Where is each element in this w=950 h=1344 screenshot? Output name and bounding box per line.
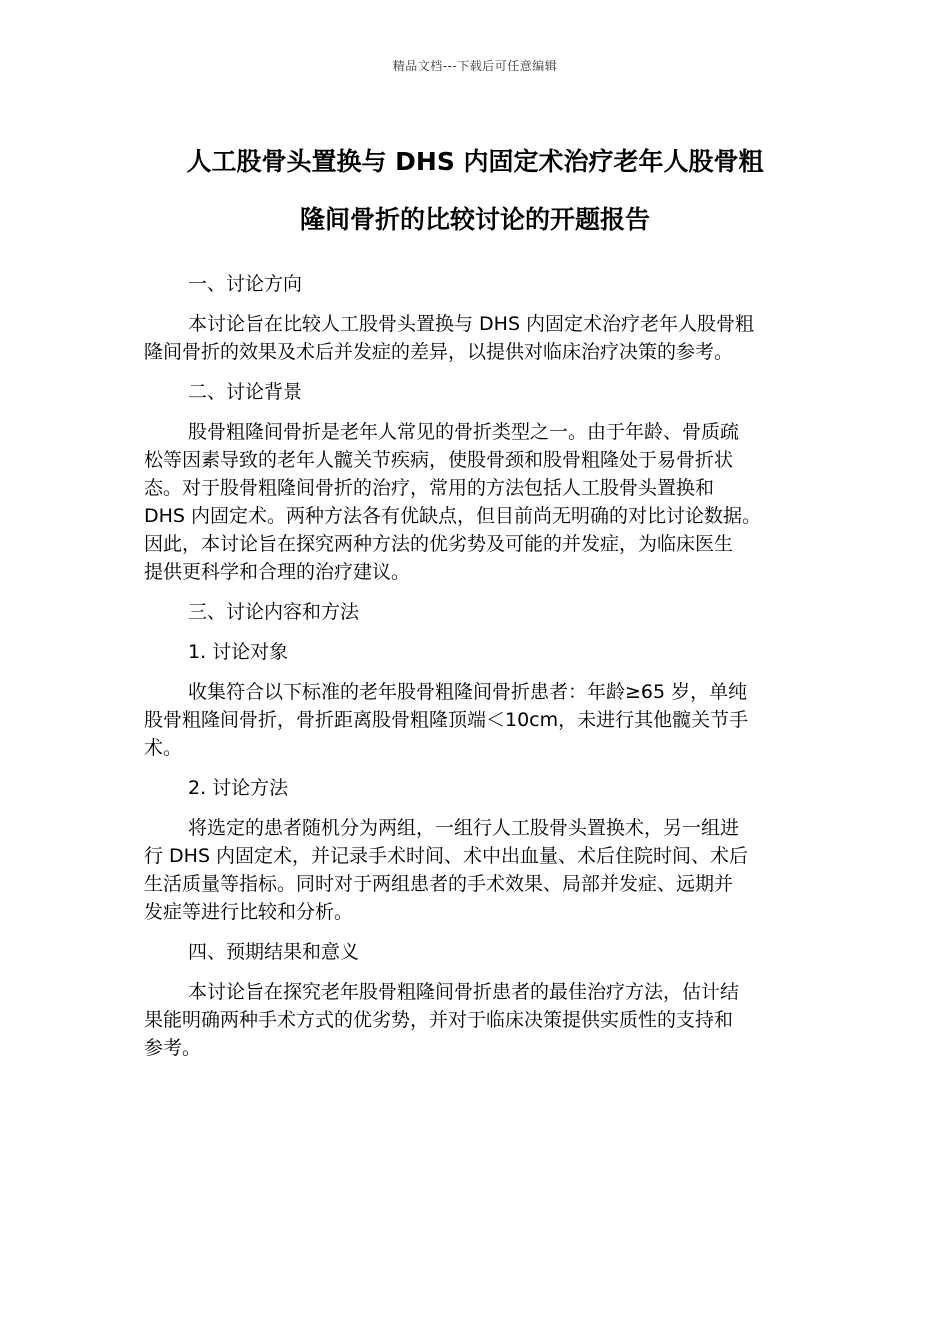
section-paragraph-expected-results: 本讨论旨在探究老年股骨粗隆间骨折患者的最佳治疗方法，估计结 果能明确两种手术方式的优劣势，并对于临床决策提供实质性的支持和 参考。 xyxy=(144,981,740,1059)
section-paragraph-background: 股骨粗隆间骨折是老年人常见的骨折类型之一。由于年龄、骨质疏 松等因素导致的老年人髋关节疾病，使股骨颈和股骨粗隆处于易骨折状 态。对于股骨粗隆间骨折的治疗，常用的方法包括人工股骨头置换和 DHS 内固定术。两种方法各有优缺点，但目前尚无明确的对比讨论数据。 因此，本讨论旨在探究两种方法的优劣势及可能的并发症，为临床医生 提供更科学和合理的治疗建议。 xyxy=(144,421,762,583)
section-heading-background: 二、讨论背景 xyxy=(188,381,303,403)
subsection-heading-methods: 2. 讨论方法 xyxy=(188,777,289,799)
page-header-note: 精品文档---下载后可任意编辑 xyxy=(392,59,558,73)
title-line-2: 隆间骨折的比较讨论的开题报告 xyxy=(299,205,650,234)
subsection-heading-subjects: 1. 讨论对象 xyxy=(188,641,289,663)
document-title xyxy=(140,133,810,249)
subsection-paragraph-methods: 将选定的患者随机分为两组，一组行人工股骨头置换术，另一组进 行 DHS 内固定术，并记录手术时间、术中出血量、术后住院时间、术后 生活质量等指标。同时对于两组患者的手术效果、局部并发症、远期并 发症等进行比较和分析。 xyxy=(144,817,749,923)
section-heading-content-methods: 三、讨论内容和方法 xyxy=(188,601,360,623)
document-body xyxy=(144,270,808,1074)
section-heading-direction: 一、讨论方向 xyxy=(188,273,303,295)
section-paragraph-direction: 本讨论旨在比较人工股骨头置换与 DHS 内固定术治疗老年人股骨粗 隆间骨折的效果及术后并发症的差异，以提供对临床治疗决策的参考。 xyxy=(144,313,755,363)
subsection-paragraph-subjects: 收集符合以下标准的老年股骨粗隆间骨折患者：年龄≥65 岁，单纯 股骨粗隆间骨折，骨折距离股骨粗隆顶端＜10cm，未进行其他髋关节手 术。 xyxy=(144,681,749,759)
section-heading-expected-results: 四、预期结果和意义 xyxy=(188,941,360,963)
title-line-1: 人工股骨头置换与 DHS 内固定术治疗老年人股骨粗 xyxy=(186,147,764,176)
